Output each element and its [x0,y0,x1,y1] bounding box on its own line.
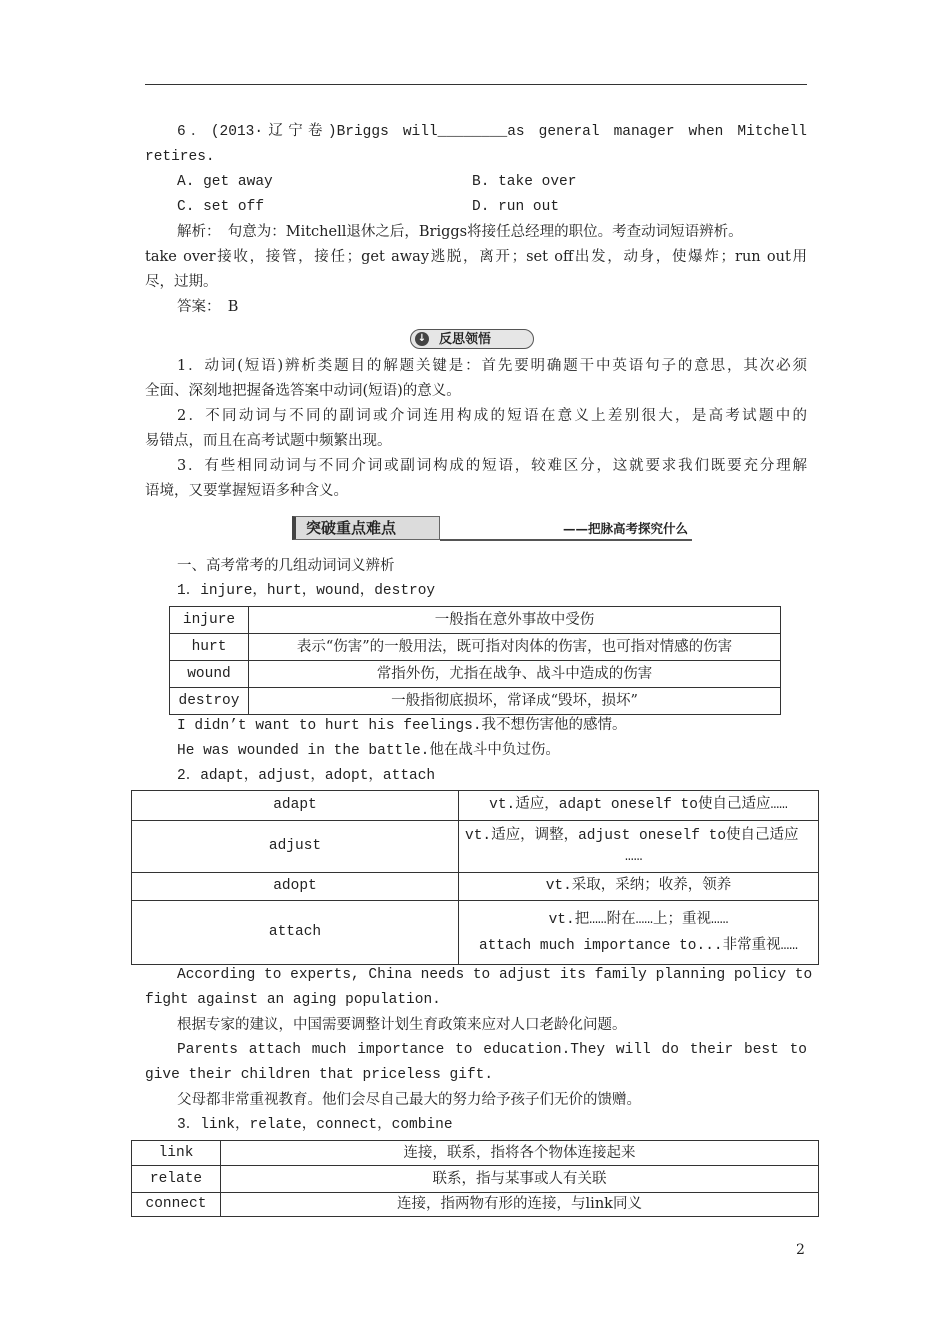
header-rule [145,84,807,85]
word-cell: wound [170,661,249,688]
meaning-cell: 一般指在意外事故中受伤 [249,607,781,634]
reflect-point: 全面、深刻地把握备选答案中动词(短语)的意义。 [145,383,461,399]
reflect-point: 2．不同动词与不同的副词或介词连用构成的短语在意义上差别很大，是高考试题中的 [177,408,807,424]
group-2-title: 2．adapt，adjust，adopt，attach [177,768,436,784]
table-row [132,821,819,873]
section-banner [292,516,692,546]
section-heading: 一、高考常考的几组动词词义辨析 [177,558,395,574]
word-cell: link [132,1141,221,1166]
table-injure-hurt [169,606,781,715]
example-translation: 父母都非常重视教育。他们会尽自己最大的努力给予孩子们无价的馈赠。 [177,1092,641,1108]
meaning-cell: 一般指彻底损坏，常译成“毁坏，损坏” [249,688,781,715]
group-3-title: 3．link，relate，connect，combine [177,1117,453,1133]
meaning-line: …… [625,848,643,865]
table-link-relate [131,1140,819,1217]
example-sentence: Parents attach much importance to education.They will do their best to [177,1042,807,1058]
page-number: 2 [796,1242,805,1258]
table-row [132,1141,819,1166]
meaning-cell [459,821,819,873]
table-adapt-adjust [131,790,819,965]
explanation-line: take over接收，接管，接任；get away逃脱，离开；set off出发，动身，使爆炸；run out用 [145,249,807,265]
answer-line: 答案： B [177,299,239,315]
example-sentence: He was wounded in the battle.他在战斗中负过伤。 [177,743,560,759]
example-sentence: According to experts, China needs to adjust its family planning policy to [177,967,813,983]
meaning-cell: 联系，指与某事或人有关联 [221,1166,819,1193]
word-cell: destroy [170,688,249,715]
word-cell: adapt [132,791,459,821]
reflect-point: 易错点，而且在高考试题中频繁出现。 [145,433,392,449]
meaning-line: vt.适应，adapt oneself to使自己适应…… [489,797,788,813]
word-cell: adopt [132,873,459,901]
table-row [170,688,781,715]
reflect-badge-label: 反思领悟 [439,332,492,347]
word-cell: attach [132,901,459,965]
meaning-line: vt.采取，采纳；收养，领养 [545,878,732,894]
down-arrow-icon: ↓ [415,332,429,346]
table-row [170,661,781,688]
meaning-cell: 连接，指两物有形的连接，与link同义 [221,1193,819,1217]
word-cell: adjust [132,821,459,873]
table-row [132,1166,819,1193]
banner-title: 突破重点难点 [292,516,440,540]
explanation-line: 解析： 句意为：Mitchell退休之后，Briggs将接任总经理的职位。考查动词短语辨析。 [177,224,743,240]
option-d: D. run out [472,199,560,215]
table-row [170,634,781,661]
reflect-point: 3．有些相同动词与不同介词或副词构成的短语，较难区分，这就要求我们既要充分理解 [177,458,807,474]
word-cell: hurt [170,634,249,661]
table-row [132,1193,819,1217]
reflect-point: 语境，又要掌握短语多种含义。 [145,483,348,499]
table-row [132,901,819,965]
meaning-line: attach much importance to...非常重视…… [478,937,799,954]
question-6-stem: 6．(2013·辽宁卷)Briggs will________as general manager when Mitchell [177,124,807,140]
option-c: C. set off [177,199,265,215]
banner-subtitle: ——把脉高考探究什么 [562,521,688,536]
table-row [132,873,819,901]
question-6-stem-cont: retires. [145,149,215,165]
meaning-cell [459,873,819,901]
table-row [132,791,819,821]
meaning-cell: 常指外伤，尤指在战争、战斗中造成的伤害 [249,661,781,688]
reflect-point: 1．动词(短语)辨析类题目的解题关键是：首先要明确题干中英语句子的意思，其次必须 [177,358,807,374]
example-sentence: I didn’t want to hurt his feelings.我不想伤害他的感情。 [177,718,627,734]
example-sentence: fight against an aging population. [145,992,441,1008]
reflect-badge [410,329,534,349]
example-translation: 根据专家的建议，中国需要调整计划生育政策来应对人口老龄化问题。 [177,1017,627,1033]
example-sentence: give their children that priceless gift. [145,1067,494,1083]
meaning-line: vt.适应，调整，adjust oneself to使自己适应 [465,827,799,844]
meaning-cell: 表示“伤害”的一般用法，既可指对肉体的伤害，也可指对情感的伤害 [249,634,781,661]
banner-rule [440,539,692,541]
table-row [170,607,781,634]
meaning-cell [459,901,819,965]
meaning-line: vt.把……附在……上；重视…… [548,911,729,928]
option-a: A. get away [177,174,273,190]
word-cell: relate [132,1166,221,1193]
group-1-title: 1．injure，hurt，wound，destroy [177,583,436,599]
word-cell: injure [170,607,249,634]
meaning-cell [459,791,819,821]
option-b: B. take over [472,174,577,190]
word-cell: connect [132,1193,221,1217]
explanation-line: 尽，过期。 [145,274,218,290]
meaning-cell: 连接，联系，指将各个物体连接起来 [221,1141,819,1166]
